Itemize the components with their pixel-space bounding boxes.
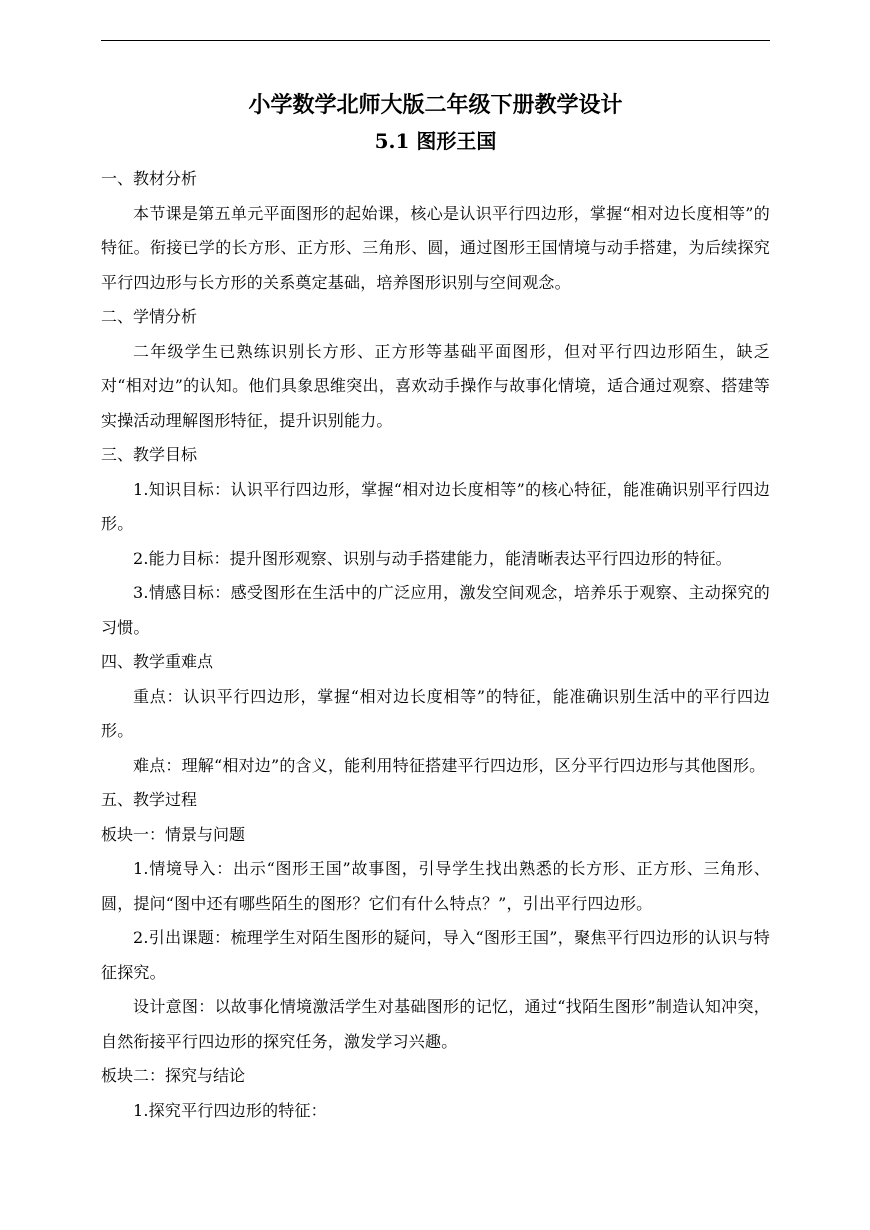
lesson-title: 5.1 图形王国 — [374, 129, 497, 153]
section-heading-teaching-goals: 三、教学目标 — [101, 445, 198, 464]
goal-ability: 2.能力目标：提升图形观察、识别与动手搭建能力，能清晰表达平行四边形的特征。 — [133, 548, 732, 568]
block1-design-intent: 设计意图：以故事化情境激活学生对基础图形的记忆，通过“找陌生图形”制造认知冲突，自然衔接平行四边形的探究任务，激发学习兴趣。 — [101, 997, 770, 1051]
block1-step1: 1.情境导入：出示“图形王国”故事图，引导学生找出熟悉的长方形、正方形、三角形、圆，提问“图中还有哪些陌生的图形？它们有什么特点？”，引出平行四边形。 — [101, 859, 770, 913]
paragraph-student-analysis: 二年级学生已熟练识别长方形、正方形等基础平面图形，但对平行四边形陌生，缺乏对“相对边”的认知。他们具象思维突出，喜欢动手操作与故事化情境，适合通过观察、搭建等实操活动理解图形特征，提升识别能力。 — [101, 341, 770, 430]
paragraph-textbook-analysis: 本节课是第五单元平面图形的起始课，核心是认识平行四边形，掌握“相对边长度相等”的特征。衔接已学的长方形、正方形、三角形、圆，通过图形王国情境与动手搭建，为后续探究平行四边形与长方形的关系奠定基础，培养图形识别与空间观念。 — [101, 203, 770, 292]
goal-knowledge: 1.知识目标：认识平行四边形，掌握“相对边长度相等”的核心特征，能准确识别平行四边形。 — [101, 479, 770, 533]
section-heading-teaching-process: 五、教学过程 — [101, 790, 198, 809]
block-heading-2: 板块二：探究与结论 — [101, 1066, 246, 1085]
key-point: 重点：认识平行四边形，掌握“相对边长度相等”的特征，能准确识别生活中的平行四边形。 — [101, 686, 770, 740]
section-heading-key-points: 四、教学重难点 — [101, 652, 214, 671]
difficult-point: 难点：理解“相对边”的含义，能利用特征搭建平行四边形，区分平行四边形与其他图形。 — [133, 755, 766, 775]
block2-step1: 1.探究平行四边形的特征： — [133, 1100, 327, 1120]
block1-step2: 2.引出课题：梳理学生对陌生图形的疑问，导入“图形王国”，聚焦平行四边形的认识与特征探究。 — [101, 928, 770, 982]
goal-emotion: 3.情感目标：感受图形在生活中的广泛应用，激发空间观念，培养乐于观察、主动探究的习惯。 — [101, 583, 770, 637]
section-heading-textbook-analysis: 一、教材分析 — [101, 169, 198, 188]
block-heading-1: 板块一：情景与问题 — [101, 824, 246, 844]
document-title: 小学数学北师大版二年级下册教学设计 — [248, 92, 623, 118]
document-body — [101, 86, 770, 1128]
section-heading-student-analysis: 二、学情分析 — [101, 307, 198, 326]
header-rule — [101, 40, 770, 41]
